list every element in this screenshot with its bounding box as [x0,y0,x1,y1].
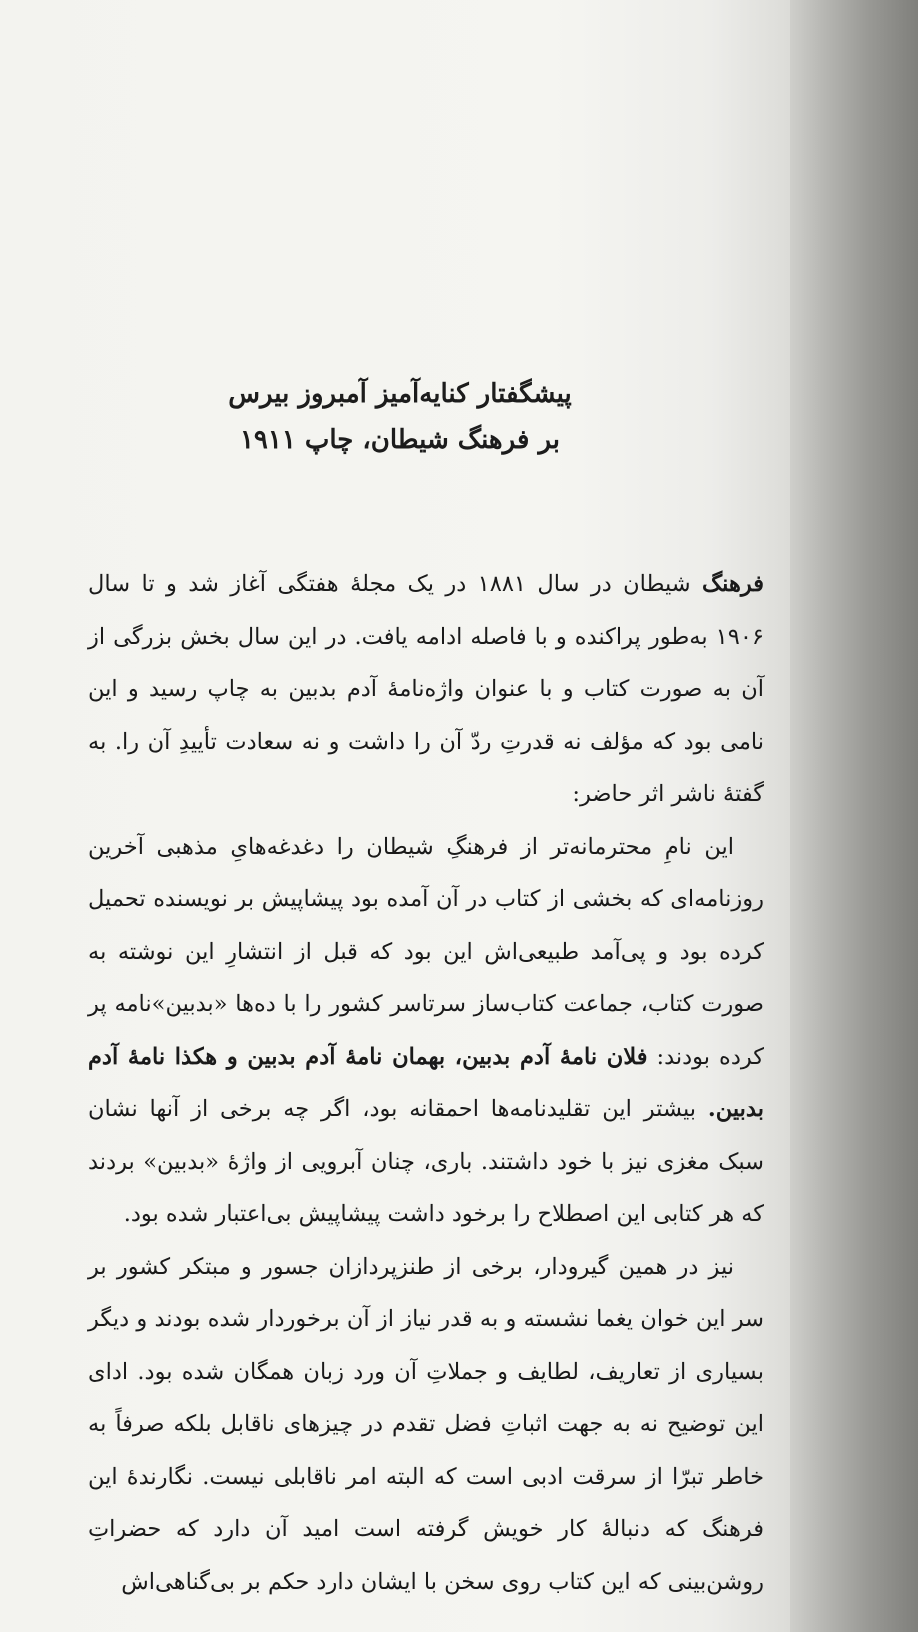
body-text [88,558,764,1608]
page-edge-shadow [790,0,918,1632]
paragraph-3 [88,1241,764,1609]
paragraph-2-quote [88,821,764,1241]
paragraph-1 [88,558,764,821]
heading-line-1: پیشگفتار کنایه‌آمیز آمبروز بیرس [228,379,572,409]
paragraph-2-text-after: بیشتر این تقلیدنامه‌ها احمقانه بود، اگر چه برخی از آنها نشان سبک مغزی نیز با خود داشتند. باری، چنان آبرویی از واژهٔ «بدبین» بردند که هر کتابی این اصطلاح را برخود داشت پیشاپیش بی‌اعتبار شده بود. [88,1096,764,1227]
paragraph-2-text-before: این نامِ محترمانه‌تر از فرهنگِ شیطان را دغدغه‌هایِ مذهبی آخرین روزنامه‌ای که بخشی از کتاب در آن آمده بود پیشاپیش بر نویسنده تحمیل کرده بود و پی‌آمد طبیعی‌اش این بود که قبل از انتشارِ این نوشته به صورت کتاب، جماعت کتاب‌ساز سرتاسر کشور را با ده‌ها «بدبین»نامه پر کرده بودند: [88,833,764,1070]
paragraph-3-text: نیز در همین گیرودار، برخی از طنزپردازان جسور و مبتکر کشور بر سر این خوان یغما نشسته و به قدر نیاز از آن برخوردار شده بودند و دیگر بسیاری از تعاریف، لطایف و جملاتِ آن ورد زبان همگان شده بود. ادای این توضیح نه به جهت اثباتِ فضل تقدم در چیزهای ناقابل بلکه صرفاً به خاطر تبرّا از سرقت ادبی است که البته امر ناقابلی نیست. نگارندهٔ این فرهنگ که دنبالهٔ کار خویش گرفته است امید آن دارد که حضراتِ روشن‌بینی که این کتاب روی سخن با ایشان دارد حکم بر بی‌گناهی‌اش [88,1253,764,1595]
heading-line-2: بر فرهنگ شیطان، چاپ ۱۹۱۱ [239,425,561,455]
paragraph-1-text: شیطان در سال ۱۸۸۱ در یک مجلهٔ هفتگی آغاز شد و تا سال ۱۹۰۶ به‌طور پراکنده و با فاصله ادامه یافت. در این سال بخش بزرگی از آن به صورت کتاب و با عنوان واژه‌نامهٔ آدم بدبین به چاپ رسید و این نامی بود که مؤلف نه قدرتِ ردّ آن را داشت و نه سعادت تأییدِ آن را. به گفتهٔ ناشر اثر حاضر: [88,571,764,807]
paragraph-1-lead-word: فرهنگ [702,571,764,597]
paragraph-2-bold-titles: فلان نامهٔ آدم بدبین، بهمان نامهٔ آدم بدبین و هکذا نامهٔ آدم بدبین. [88,1043,764,1122]
